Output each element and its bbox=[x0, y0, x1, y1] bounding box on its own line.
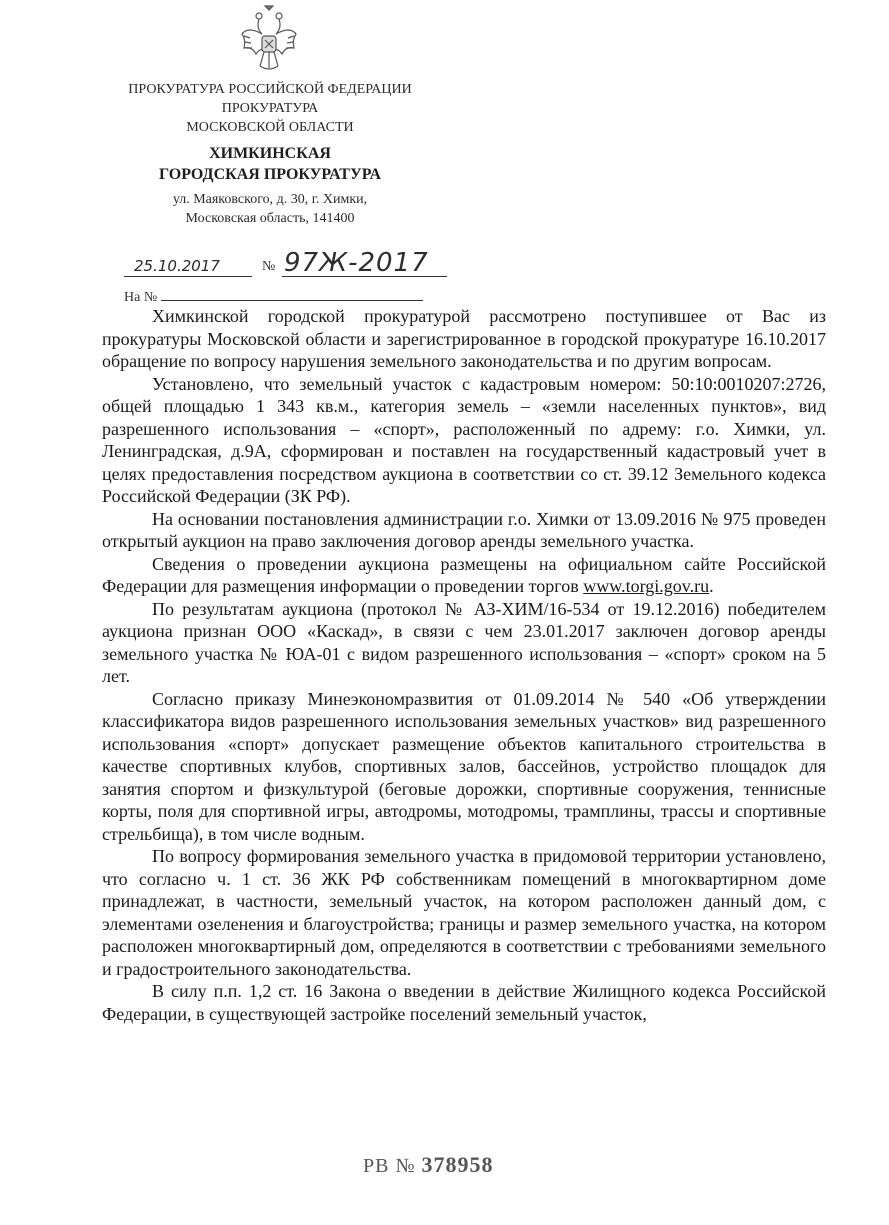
coat-of-arms-icon bbox=[238, 4, 300, 76]
registration-date: 25.10.2017 bbox=[134, 257, 220, 275]
date-underline bbox=[124, 276, 252, 277]
paragraph-1: Химкинской городской прокуратурой рассмотрено поступившее от Вас из прокуратуры Московской области и зарегистрированное в городской прокуратуре 16.10.2017 обращение по вопросу нарушения земельного законодательства и по другим вопросам. bbox=[102, 306, 826, 371]
registration-number: 97Ж-2017 bbox=[284, 248, 429, 278]
office-address-line-2: Московская область, 141400 bbox=[185, 211, 355, 226]
org-name-line-1: ПРОКУРАТУРА РОССИЙСКОЙ ФЕДЕРАЦИИ bbox=[128, 82, 412, 97]
org-name-line-2: ПРОКУРАТУРА bbox=[221, 101, 319, 116]
reply-to-line bbox=[124, 288, 423, 306]
registration-line bbox=[124, 248, 454, 280]
office-address-line-1: ул. Маяковского, д. 30, г. Химки, bbox=[172, 192, 368, 207]
org-name-line-3: МОСКОВСКОЙ ОБЛАСТИ bbox=[186, 120, 354, 135]
office-name-line-2: ГОРОДСКАЯ ПРОКУРАТУРА bbox=[159, 166, 381, 183]
paragraph-4 bbox=[102, 553, 826, 598]
paragraph-3: На основании постановления администрации г.о. Химки от 13.09.2016 № 975 проведен открытый аукцион на право заключения договор аренды земельного участка. bbox=[102, 508, 826, 551]
reply-to-underline bbox=[161, 288, 423, 301]
paragraph-8: В силу п.п. 1,2 ст. 16 Закона о введении в действие Жилищного кодекса Российской Федерации, в существующей застройке поселений земельный участок, bbox=[102, 981, 826, 1024]
paragraph-6: Согласно приказу Минеэкономразвития от 01.09.2014 № 540 «Об утверждении классификатора видов разрешенного использования земельных участков» вид разрешенного использования «спорт» допускает размещение объектов капитального строительства в качестве спортивных клубов, спортивных залов, бассейнов, устройство площадок для занятия спортом и физкультурой (беговые дорожки, спортивные сооружения, теннисные корты, поля для спортивной игры, автодромы, мотодромы, трамплины, трассы и спортивные стрельбища), в том числе водным. bbox=[102, 688, 826, 844]
paragraph-2: Установлено, что земельный участок с кадастровым номером: 50:10:0010207:2726, общей площадью 1 343 кв.м., категория земель – «земли населенных пунктов», вид разрешенного использования – «спорт», расположенный по адрему: г.о. Химки, ул. Ленинградская, д.9А, сформирован и поставлен на государственный кадастровый учет в целях предоставления посредством аукциона в соответствии со ст. 39.12 Земельного кодекса Российской Федерации (ЗК РФ). bbox=[102, 373, 826, 506]
reply-to-label: На № bbox=[124, 290, 158, 305]
form-serial-number bbox=[363, 1152, 494, 1178]
number-sign: № bbox=[262, 259, 276, 274]
letter-body bbox=[102, 305, 826, 1025]
paragraph-4-text: Сведения о проведении аукциона размещены на официальном сайте Российской Федерации для размещения информации о проведении торгов bbox=[102, 553, 826, 596]
paragraph-5: По результатам аукциона (протокол № АЗ-ХИМ/16-534 от 19.12.2016) победителем аукциона признан ООО «Каскад», в связи с чем 23.01.2017 заключен договор аренды земельного участка № ЮА-01 с видом разрешенного использования – «спорт» сроком на 5 лет. bbox=[102, 598, 826, 686]
paragraph-7: По вопросу формирования земельного участка в придомовой территории установлено, что согласно ч. 1 ст. 36 ЖК РФ собственникам помещений в многоквартирном доме принадлежат, в частности, земельный участок, на котором расположен данный дом, с элементами озеленения и благоустройства; границы и размер земельного участка, на котором расположен многоквартирный дом, определяются в соответствии с требованиями земельного и градостроительного законодательства. bbox=[102, 846, 826, 979]
torgi-website-link[interactable]: www.torgi.gov.ru bbox=[583, 576, 710, 596]
serial-number: 378958 bbox=[421, 1152, 494, 1177]
number-underline bbox=[282, 276, 447, 277]
serial-label: РВ № bbox=[363, 1155, 416, 1177]
office-name-line-1: ХИМКИНСКАЯ bbox=[209, 145, 331, 162]
paragraph-4-end: . bbox=[709, 576, 714, 596]
